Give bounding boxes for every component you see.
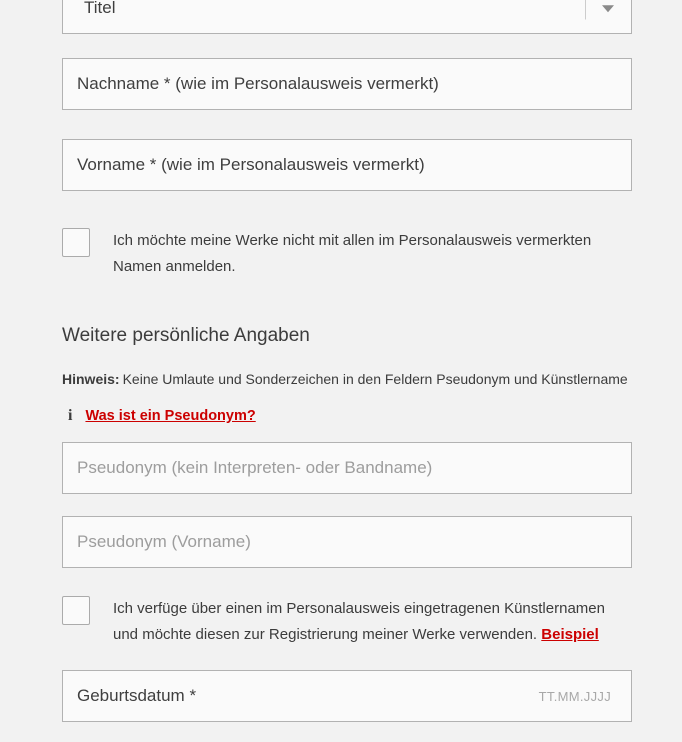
hint-text [62, 370, 682, 389]
artistname-checkbox-text: Ich verfüge über einen im Personalausweis eingetragenen Künstlernamen und möchte diesen zur Registrierung meiner Werke verwenden. [113, 600, 605, 643]
title-select[interactable] [62, 0, 632, 34]
firstname-input[interactable] [62, 139, 632, 191]
example-link[interactable]: Beispiel [541, 626, 599, 643]
date-format-hint: TT.MM.JJJJ [538, 688, 611, 704]
names-checkbox-label[interactable]: Ich möchte meine Werke nicht mit allen im Personalausweis vermerkten Namen anmelden. [113, 232, 592, 275]
artistname-checkbox[interactable] [62, 596, 90, 625]
select-divider [585, 0, 586, 20]
lastname-input[interactable] [62, 58, 632, 110]
birthdate-field[interactable] [62, 670, 632, 722]
hint-body: Keine Umlaute und Sonderzeichen in den Feldern Pseudonym und Künstlername [122, 371, 628, 387]
names-checkbox-row [62, 228, 682, 280]
hint-label: Hinweis: [62, 371, 120, 387]
pseudonym-info-link[interactable]: Was ist ein Pseudonym? [85, 408, 256, 424]
pseudonym-input[interactable] [62, 442, 632, 494]
birthdate-input[interactable] [77, 686, 539, 706]
section-heading: Weitere persönliche Angaben [62, 325, 310, 346]
names-checkbox[interactable] [62, 228, 90, 257]
info-icon: i [68, 407, 73, 424]
chevron-down-icon [602, 5, 614, 12]
artistname-checkbox-row [62, 596, 682, 648]
title-select-value: Titel [84, 0, 116, 17]
artistname-checkbox-label[interactable] [113, 596, 625, 648]
pseudonym-info-row [62, 404, 682, 428]
pseudonym-firstname-input[interactable] [62, 516, 632, 568]
